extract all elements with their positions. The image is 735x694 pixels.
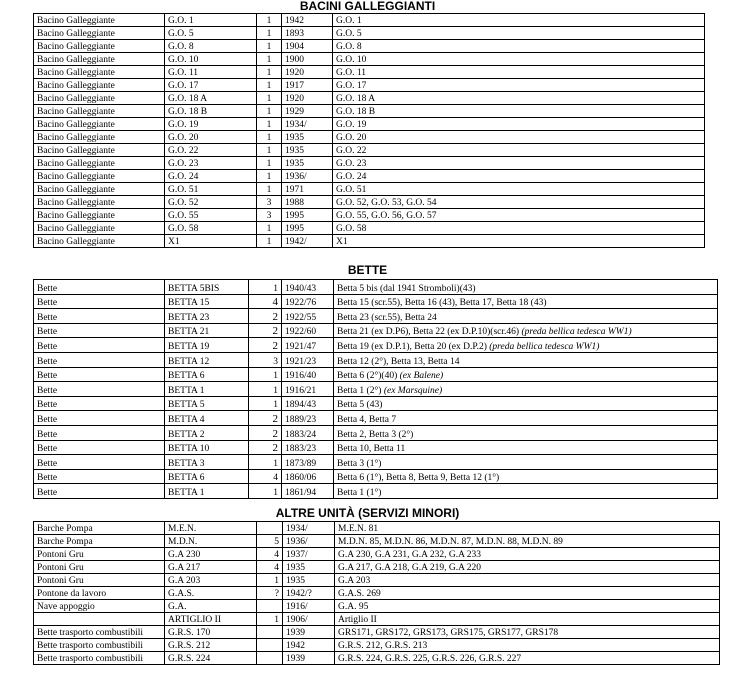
cell-qty: 3 [257,196,282,209]
cell-units: X1 [333,235,705,248]
bette-table [33,279,718,499]
cell-name: G.O. 17 [165,79,257,92]
table-row [34,411,718,426]
cell-year: 1995 [282,209,333,222]
cell-name: BETTA 23 [165,309,249,324]
cell-units: Betta 2, Betta 3 (2°) [334,425,718,440]
table-row [34,639,720,652]
cell-year: 1916/40 [282,367,334,382]
cell-type: Bacino Galleggiante [34,209,165,222]
cell-type: Bacino Galleggiante [34,27,165,40]
cell-units: G.O. 24 [333,170,705,183]
cell-name: G.O. 5 [165,27,257,40]
cell-name: G.O. 11 [165,66,257,79]
cell-year: 1934/ [283,522,335,535]
cell-name: G.O. 24 [165,170,257,183]
cell-type: Bette trasporto combustibili [34,639,165,652]
cell-qty: 1 [257,40,282,53]
section-title-bacini: BACINI GALLEGGIANTI [299,0,436,13]
cell-year: 1942 [283,639,335,652]
cell-name: G.O. 22 [165,144,257,157]
cell-type: Bette [34,469,165,484]
cell-year: 1935 [282,144,333,157]
cell-type: Bacino Galleggiante [34,144,165,157]
cell-units: G.O. 17 [333,79,705,92]
table-row [34,440,718,455]
cell-units: Artiglio II [335,613,720,626]
cell-year: 1917 [282,79,333,92]
cell-units: GRS171, GRS172, GRS173, GRS175, GRS177, GRS178 [335,626,720,639]
cell-type: Pontoni Gru [34,561,165,574]
cell-year: 1900 [282,53,333,66]
cell-qty: 1 [257,131,282,144]
cell-name: BETTA 3 [165,455,249,470]
table-row [34,196,705,209]
cell-units: G.O. 58 [333,222,705,235]
cell-year: 1929 [282,105,333,118]
cell-qty: 1 [257,66,282,79]
table-row [34,144,705,157]
cell-units: Betta 1 (1°) [334,484,718,499]
table-row [34,235,705,248]
cell-year: 1916/ [283,600,335,613]
cell-year: 1971 [282,183,333,196]
cell-type: Bette [34,425,165,440]
table-row [34,396,718,411]
cell-qty: 1 [249,382,282,397]
cell-type: Bacino Galleggiante [34,183,165,196]
cell-qty: 1 [257,183,282,196]
table-row [34,170,705,183]
cell-type: Bette [34,411,165,426]
table-row [34,157,705,170]
cell-name: BETTA 19 [165,338,249,353]
cell-name: G.O. 55 [165,209,257,222]
cell-type: Bette [34,455,165,470]
cell-type: Barche Pompa [34,535,165,548]
cell-type: Bacino Galleggiante [34,79,165,92]
table-row [34,455,718,470]
cell-year: 1920 [282,66,333,79]
cell-name: G.A 203 [165,574,257,587]
cell-year: 1889/23 [282,411,334,426]
cell-name: G.A. [165,600,257,613]
table-row [34,484,718,499]
section-title-bette: BETTE [347,263,388,277]
unit-note: (preda bellica tedesca WW1) [521,327,632,338]
cell-qty: 4 [257,548,283,561]
cell-name: M.E.N. [165,522,257,535]
table-row [34,548,720,561]
cell-year: 1922/60 [282,323,334,338]
cell-year: 1922/55 [282,309,334,324]
cell-type: Bacino Galleggiante [34,131,165,144]
cell-qty: 2 [249,338,282,353]
cell-year: 1935 [283,574,335,587]
altre-unita-table [33,521,720,665]
cell-type: Bette [34,396,165,411]
cell-units: G.R.S. 224, G.R.S. 225, G.R.S. 226, G.R.S. 227 [335,652,720,665]
cell-name: G.A 217 [165,561,257,574]
cell-units: G.A.S. 269 [335,587,720,600]
cell-qty: 1 [249,484,282,499]
cell-units: G.O. 22 [333,144,705,157]
cell-type: Bacino Galleggiante [34,118,165,131]
table-row [34,323,718,338]
cell-name: G.O. 58 [165,222,257,235]
table-row [34,352,718,367]
cell-units: G.A. 95 [335,600,720,613]
cell-qty: 5 [257,535,283,548]
cell-type: Bette [34,323,165,338]
cell-qty: 1 [257,613,283,626]
cell-qty: 2 [249,425,282,440]
cell-type: Bacino Galleggiante [34,40,165,53]
cell-year: 1893 [282,27,333,40]
cell-type [34,613,165,626]
cell-type: Bacino Galleggiante [34,53,165,66]
cell-qty: 1 [249,455,282,470]
table-row [34,66,705,79]
cell-qty: 1 [257,105,282,118]
cell-year: 1995 [282,222,333,235]
table-row [34,105,705,118]
cell-name: BETTA 4 [165,411,249,426]
table-row [34,522,720,535]
bacini-table [33,13,705,248]
table-row [34,367,718,382]
cell-units: G.A 230, G.A 231, G.A 232, G.A 233 [335,548,720,561]
cell-units [334,323,718,338]
table-row [34,469,718,484]
cell-type: Bacino Galleggiante [34,222,165,235]
cell-units: G.O. 11 [333,66,705,79]
cell-year: 1906/ [283,613,335,626]
cell-year: 1935 [282,131,333,144]
cell-year: 1940/43 [282,280,334,295]
cell-year: 1921/23 [282,352,334,367]
cell-year: 1921/47 [282,338,334,353]
cell-name: G.R.S. 170 [165,626,257,639]
cell-year: 1894/43 [282,396,334,411]
table-row [34,92,705,105]
table-row [34,382,718,397]
unit-list-text: Betta 19 (ex D.P.1), Betta 20 (ex D.P.2) [337,341,490,352]
cell-type: Pontoni Gru [34,574,165,587]
cell-units: G.A 203 [335,574,720,587]
table-row [34,338,718,353]
cell-name: G.O. 52 [165,196,257,209]
cell-year: 1920 [282,92,333,105]
table-row [34,425,718,440]
cell-name: BETTA 1 [165,382,249,397]
cell-qty: 1 [257,53,282,66]
unit-note: (preda bellica tedesca WW1) [489,341,600,352]
cell-name: BETTA 5 [165,396,249,411]
cell-name: ARTIGLIO II [165,613,257,626]
cell-type: Bette [34,294,165,309]
cell-name: G.O. 20 [165,131,257,144]
cell-type: Bette [34,367,165,382]
cell-qty: 1 [257,14,282,27]
cell-type: Pontoni Gru [34,548,165,561]
cell-name: G.A.S. [165,587,257,600]
cell-year: 1860/06 [282,469,334,484]
table-row [34,309,718,324]
cell-year: 1916/21 [282,382,334,397]
cell-qty: 2 [249,440,282,455]
cell-type: Bette [34,309,165,324]
cell-qty: 3 [249,352,282,367]
cell-qty: 1 [257,235,282,248]
table-row [34,209,705,222]
cell-units: G.O. 8 [333,40,705,53]
table-row [34,222,705,235]
cell-type: Bacino Galleggiante [34,170,165,183]
table-row [34,600,720,613]
table-row [34,40,705,53]
cell-type: Bette [34,338,165,353]
cell-type: Nave appoggio [34,600,165,613]
cell-units: G.O. 1 [333,14,705,27]
cell-name: M.D.N. [165,535,257,548]
table-row [34,53,705,66]
cell-units: Betta 6 (1°), Betta 8, Betta 9, Betta 12 (1°) [334,469,718,484]
table-row [34,79,705,92]
cell-name: G.A 230 [165,548,257,561]
cell-year: 1937/ [283,548,335,561]
table-row [34,14,705,27]
cell-year: 1936/ [282,170,333,183]
cell-name: G.O. 23 [165,157,257,170]
cell-units: G.O. 10 [333,53,705,66]
cell-name: G.O. 51 [165,183,257,196]
cell-qty: 1 [257,157,282,170]
cell-qty: ? [257,587,283,600]
cell-units: Betta 5 bis (dal 1941 Stromboli)(43) [334,280,718,295]
cell-year: 1883/24 [282,425,334,440]
cell-units: G.R.S. 212, G.R.S. 213 [335,639,720,652]
cell-year: 1942/? [283,587,335,600]
cell-units: G.O. 18 B [333,105,705,118]
cell-type: Bette [34,280,165,295]
cell-type: Barche Pompa [34,522,165,535]
cell-name: G.O. 18 A [165,92,257,105]
cell-qty: 1 [257,27,282,40]
cell-year: 1861/94 [282,484,334,499]
cell-type: Bette trasporto combustibili [34,652,165,665]
cell-qty: 4 [257,561,283,574]
cell-qty [257,600,283,613]
cell-units: M.D.N. 85, M.D.N. 86, M.D.N. 87, M.D.N. 88, M.D.N. 89 [335,535,720,548]
table-row [34,652,720,665]
table-row [34,27,705,40]
cell-year: 1904 [282,40,333,53]
cell-units: Betta 4, Betta 7 [334,411,718,426]
cell-year: 1883/23 [282,440,334,455]
section-title-altre-unita: ALTRE UNITÀ (SERVIZI MINORI) [275,506,460,520]
cell-name: BETTA 1 [165,484,249,499]
cell-name: G.O. 18 B [165,105,257,118]
cell-year: 1942/ [282,235,333,248]
table-row [34,561,720,574]
cell-qty: 2 [249,411,282,426]
cell-qty [257,626,283,639]
cell-type: Bacino Galleggiante [34,157,165,170]
cell-units: Betta 5 (43) [334,396,718,411]
cell-type: Bette [34,484,165,499]
cell-qty [257,652,283,665]
cell-type: Bacino Galleggiante [34,14,165,27]
cell-units [334,382,718,397]
cell-qty: 1 [249,280,282,295]
cell-name: BETTA 2 [165,425,249,440]
cell-name: X1 [165,235,257,248]
table-row [34,280,718,295]
cell-units: G.O. 51 [333,183,705,196]
cell-name: BETTA 6 [165,469,249,484]
cell-name: G.R.S. 224 [165,652,257,665]
cell-type: Bacino Galleggiante [34,196,165,209]
cell-qty: 1 [249,396,282,411]
cell-name: BETTA 6 [165,367,249,382]
cell-qty: 1 [257,92,282,105]
table-row [34,131,705,144]
cell-year: 1939 [283,652,335,665]
cell-type: Bette [34,352,165,367]
cell-units: G.O. 20 [333,131,705,144]
cell-units: G.O. 23 [333,157,705,170]
cell-qty [257,522,283,535]
cell-type: Bacino Galleggiante [34,66,165,79]
cell-qty: 2 [249,323,282,338]
cell-qty [257,639,283,652]
cell-units: Betta 23 (scr.55), Betta 24 [334,309,718,324]
cell-name: BETTA 10 [165,440,249,455]
table-row [34,613,720,626]
unit-note: (ex Balene) [399,371,444,382]
cell-name: BETTA 15 [165,294,249,309]
table-row [34,535,720,548]
table-row [34,587,720,600]
cell-qty: 3 [257,209,282,222]
cell-qty: 1 [257,118,282,131]
cell-year: 1873/89 [282,455,334,470]
cell-qty: 4 [249,294,282,309]
cell-units: G.O. 5 [333,27,705,40]
table-row [34,294,718,309]
cell-qty: 1 [257,170,282,183]
unit-note: (ex Marsquine) [383,385,443,396]
table-row [34,118,705,131]
cell-name: G.O. 1 [165,14,257,27]
cell-year: 1988 [282,196,333,209]
cell-year: 1922/76 [282,294,334,309]
cell-units: G.O. 19 [333,118,705,131]
cell-type: Bette trasporto combustibili [34,626,165,639]
cell-name: BETTA 21 [165,323,249,338]
cell-qty: 1 [257,144,282,157]
cell-units: M.E.N. 81 [335,522,720,535]
cell-year: 1939 [283,626,335,639]
cell-year: 1936/ [283,535,335,548]
unit-list-text: Betta 6 (2°)(40) [337,371,400,382]
cell-qty: 1 [257,79,282,92]
cell-name: G.R.S. 212 [165,639,257,652]
cell-year: 1935 [283,561,335,574]
cell-type: Bacino Galleggiante [34,105,165,118]
cell-name: BETTA 12 [165,352,249,367]
cell-name: G.O. 19 [165,118,257,131]
table-row [34,574,720,587]
cell-qty: 2 [249,309,282,324]
cell-qty: 1 [257,574,283,587]
cell-units: Betta 3 (1°) [334,455,718,470]
cell-units: G.O. 55, G.O. 56, G.O. 57 [333,209,705,222]
cell-name: BETTA 5BIS [165,280,249,295]
cell-units: G.O. 18 A [333,92,705,105]
cell-qty: 1 [257,222,282,235]
cell-units [334,338,718,353]
cell-units: G.O. 52, G.O. 53, G.O. 54 [333,196,705,209]
cell-name: G.O. 8 [165,40,257,53]
cell-units: Betta 10, Betta 11 [334,440,718,455]
cell-units [334,367,718,382]
cell-type: Pontone da lavoro [34,587,165,600]
cell-type: Bette [34,440,165,455]
unit-list-text: Betta 21 (ex D.P6), Betta 22 (ex D.P.10)(scr.46) [337,327,522,338]
table-row [34,183,705,196]
unit-list-text: Betta 1 (2°) [337,385,384,396]
cell-type: Bacino Galleggiante [34,92,165,105]
cell-units: Betta 12 (2°), Betta 13, Betta 14 [334,352,718,367]
cell-units: G.A 217, G.A 218, G.A 219, G.A 220 [335,561,720,574]
cell-qty: 1 [249,367,282,382]
cell-type: Bacino Galleggiante [34,235,165,248]
cell-year: 1934/ [282,118,333,131]
cell-name: G.O. 10 [165,53,257,66]
cell-year: 1935 [282,157,333,170]
table-row [34,626,720,639]
cell-year: 1942 [282,14,333,27]
cell-type: Bette [34,382,165,397]
cell-qty: 4 [249,469,282,484]
cell-units: Betta 15 (scr.55), Betta 16 (43), Betta 17, Betta 18 (43) [334,294,718,309]
